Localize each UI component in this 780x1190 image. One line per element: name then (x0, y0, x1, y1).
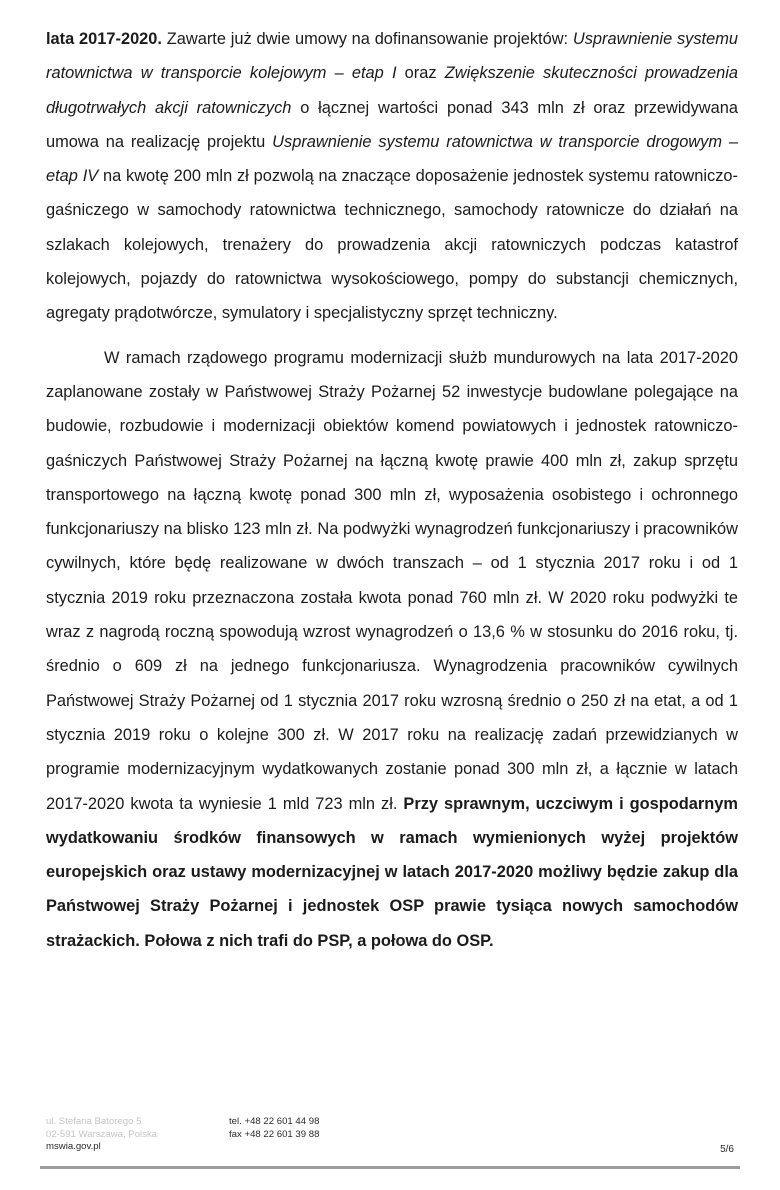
period-lead: lata 2017-2020. (46, 30, 162, 48)
phone-number: tel. +48 22 601 44 98 (229, 1116, 320, 1127)
text-span: o łącznej wartości ponad 343 mln zł oraz przewidywana umowa na realizację projektu (46, 98, 738, 151)
page-number: 5/6 (720, 1144, 734, 1155)
project-title-rail: Usprawnienie systemu ratownictwa w transporcie kolejowym – etap I (46, 30, 738, 83)
footer-divider (40, 1166, 740, 1169)
document-body (46, 22, 738, 958)
paragraph-2 (46, 341, 738, 958)
address-street: ul. Stefana Batorego 5 (46, 1116, 142, 1127)
text-span: oraz (396, 64, 445, 83)
website-link[interactable]: mswia.gov.pl (46, 1141, 101, 1152)
text-span: na kwotę 200 mln zł pozwolą na znaczące doposażenie jednostek systemu ratowniczo-gaśniczego w samochody ratownictwa technicznego, samochody ratownicze do działań na szlakach kolejowych, trenażery do prowadzenia akcji ratowniczych podczas katastrof kolejowych, pojazdy do ratownictwa wysokościowego, pompy do substancji chemicznych, agregaty prądotwórcze, symulatory i specjalistyczny sprzęt techniczny. (46, 167, 738, 323)
text-span: Zawarte już dwie umowy na dofinansowanie projektów: (161, 30, 573, 48)
footer-contact (229, 1116, 319, 1141)
address-city: 02-591 Warszawa, Polska (46, 1128, 158, 1140)
project-title-long-actions: Zwiększenie skuteczności prowadzenia długotrwałych akcji ratowniczych (46, 64, 738, 117)
text-span: W ramach rządowego programu modernizacji służb mundurowych na lata 2017-2020 zaplanowane zostały w Państwowej Straży Pożarnej 52 inwestycje budowlane polegające na budowie, rozbudowie i modernizacji obiektów komend powiatowych i jednostek ratowniczo-gaśniczych Państwowej Straży Pożarnej na łączną kwotę prawie 400 mln zł, zakup sprzętu transportowego na łączną kwotę ponad 300 mln zł, wyposażenia osobistego i ochronnego funkcjonariuszy na blisko 123 mln zł. Na podwyżki wynagrodzeń funkcjonariuszy i pracowników cywilnych, które będę realizowane w dwóch transzach – od 1 stycznia 2017 roku i od 1 stycznia 2019 roku przeznaczona została kwota ponad 760 mln zł. W 2020 roku podwyżki te wraz z nagrodą roczną spowodują wzrost wynagrodzeń o 13,6 % w stosunku do 2016 roku, tj. średnio o 609 zł na jednego funkcjonariusza. Wynagrodzenia pracowników cywilnych Państwowej Straży Pożarnej od 1 stycznia 2017 roku wzrosną średnio o 250 zł na etat, a od 1 stycznia 2019 roku o kolejne 300 zł. W 2017 roku na realizację zadań przewidzianych w programie modernizacyjnym wydatkowanych zostanie ponad 300 mln zł, a łącznie w latach 2017-2020 kwota ta wyniesie 1 mld 723 mln zł. (46, 348, 738, 813)
bold-conclusion: Przy sprawnym, uczciwym i gospodarnym wydatkowaniu środków finansowych w ramach wymienionych wyżej projektów europejskich oraz ustawy modernizacyjnej w latach 2017-2020 możliwy będzie zakup dla Państwowej Straży Pożarnej i jednostek OSP prawie tysiąca nowych samochodów strażackich. Połowa z nich trafi do PSP, a połowa do OSP. (46, 794, 738, 950)
project-title-road: Usprawnienie systemu ratownictwa w transporcie drogowym – etap IV (46, 132, 738, 186)
footer-address (46, 1116, 157, 1154)
fax-number: fax +48 22 601 39 88 (229, 1128, 320, 1140)
paragraph-1 (46, 22, 738, 331)
